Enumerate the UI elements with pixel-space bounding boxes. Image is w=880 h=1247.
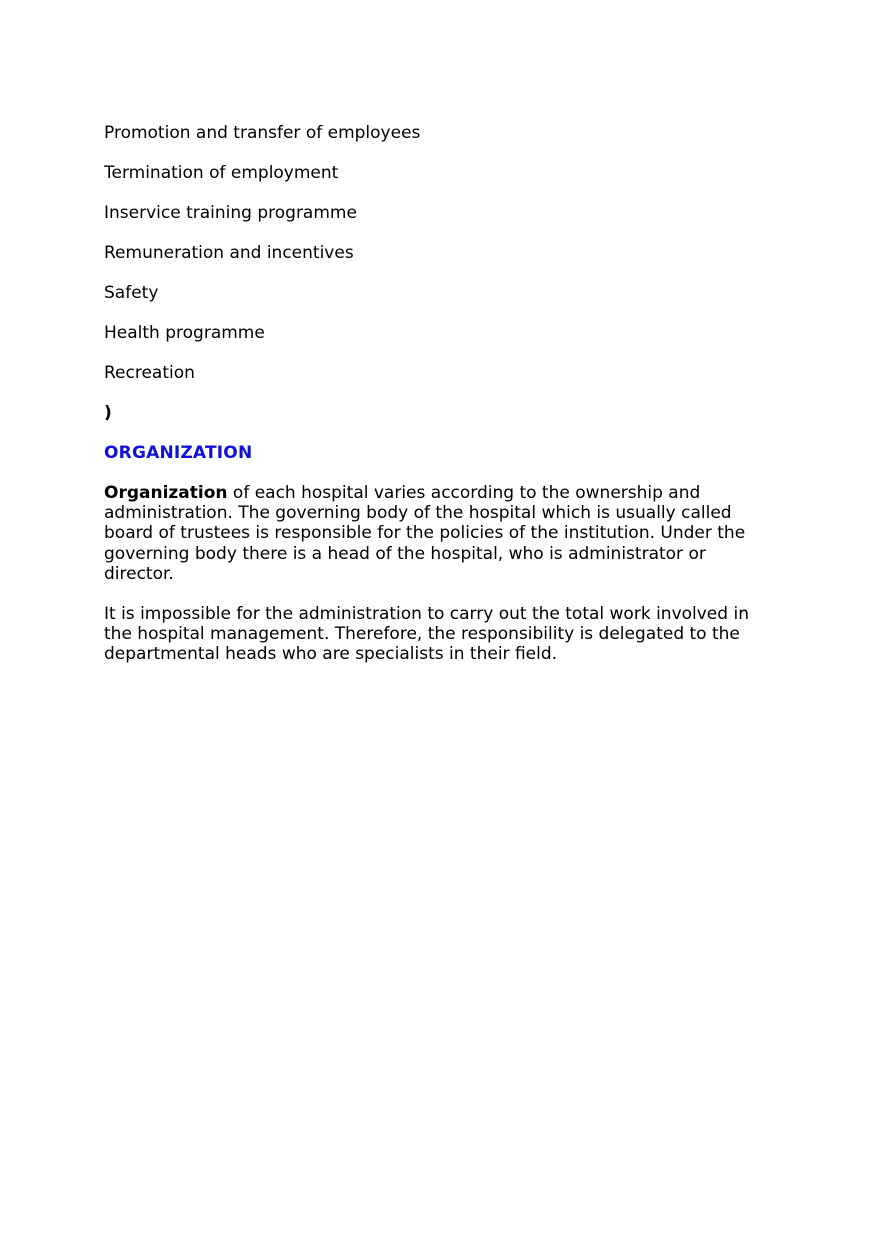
stray-parenthesis: ) xyxy=(104,403,112,423)
list-item-termination: Termination of employment xyxy=(104,163,339,183)
paragraph-body: of each hospital varies according to the ownership and administration. The governing body of the hospital which is usually called board of trustees is responsible for the policies of the institution. Under the governing body there is a head of the hospital, who is administrator or director. xyxy=(104,483,746,584)
paragraph-bold-lead: Organization xyxy=(104,483,228,503)
paragraph-delegation: It is impossible for the administration to carry out the total work involved in the hospital management. Therefore, the responsibility is delegated to the departmental heads who are specialists in their field. xyxy=(104,604,749,665)
list-item-recreation: Recreation xyxy=(104,363,195,383)
list-item-inservice-training: Inservice training programme xyxy=(104,203,357,223)
paragraph-organization xyxy=(104,483,770,584)
list-item-safety: Safety xyxy=(104,283,159,303)
list-item-promotion-transfer: Promotion and transfer of employees xyxy=(104,123,421,143)
list-item-remuneration: Remuneration and incentives xyxy=(104,243,354,263)
section-heading-organization: ORGANIZATION xyxy=(104,443,253,463)
list-item-health-programme: Health programme xyxy=(104,323,265,343)
